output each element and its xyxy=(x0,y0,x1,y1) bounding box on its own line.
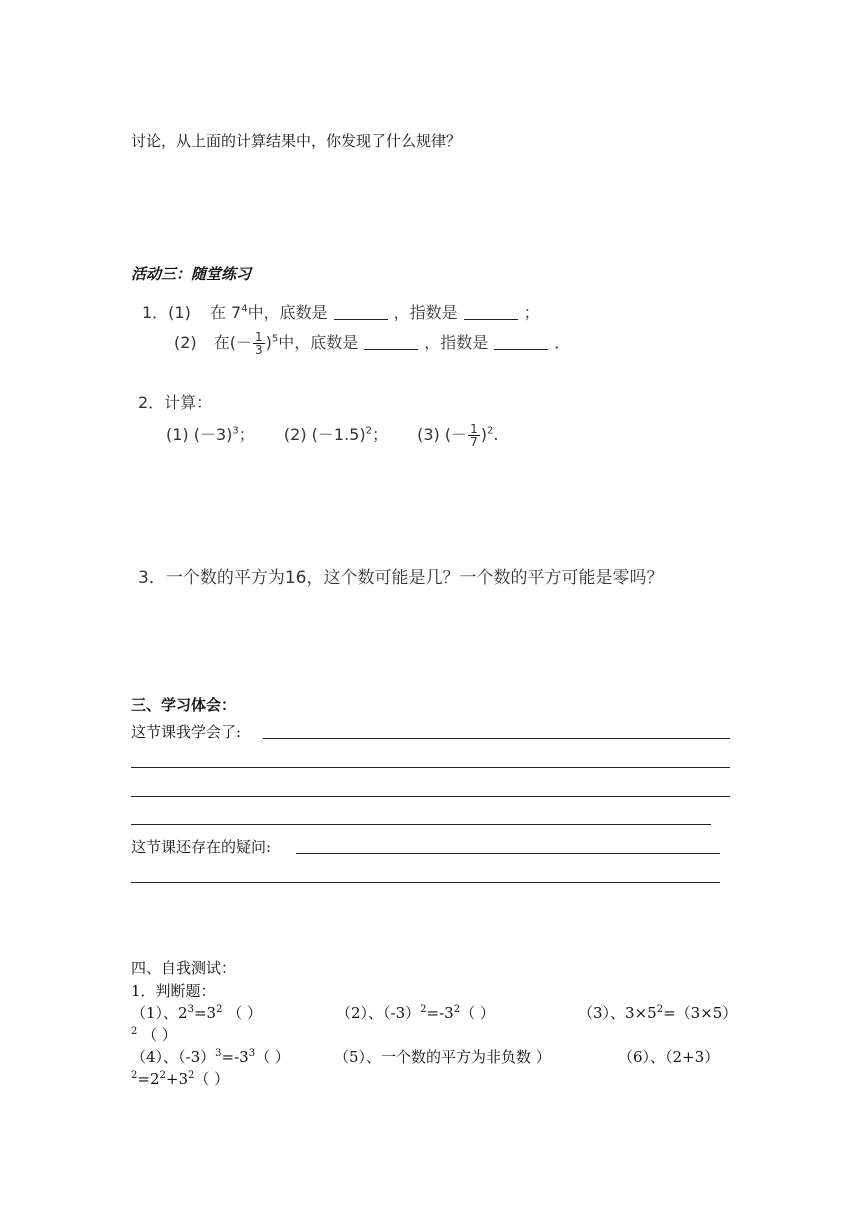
j6-answer[interactable]: （ ） xyxy=(194,1070,230,1088)
q1b-numerator: 1 xyxy=(255,330,263,344)
judgment-item-6: （6）、（2+3） xyxy=(618,1048,720,1066)
activity3-title: 活动三：随堂练习 xyxy=(131,265,252,283)
j1-answer[interactable]: （ ） xyxy=(222,1004,263,1022)
questions-label: 这节课还存在的疑问: xyxy=(131,838,272,856)
j2-text: （2）、（-3） xyxy=(336,1004,421,1022)
j3-end: =（3×5） xyxy=(663,1004,738,1022)
j4-mid: =-3 xyxy=(221,1048,249,1066)
j6-sup2: 2 xyxy=(188,1070,195,1081)
j3-answer[interactable]: （ ） xyxy=(137,1026,177,1044)
questions-line-1[interactable] xyxy=(296,853,720,854)
j6-mid2: +3 xyxy=(165,1070,188,1088)
judgment-subtitle: 1．判断题： xyxy=(131,982,216,1000)
judgment-item-3-cont xyxy=(131,1024,177,1045)
q2-p2-exp: 2 xyxy=(365,425,372,437)
judgment-item-4 xyxy=(131,1046,290,1067)
judgment-item-2 xyxy=(336,1002,495,1023)
discussion-prompt: 讨论，从上面的计算结果中，你发现了什么规律？ xyxy=(131,132,462,150)
j1-sup1: 3 xyxy=(187,1004,194,1015)
q3-text: 3．一个数的平方为16，这个数可能是几？一个数的平方可能是零吗？ xyxy=(138,568,664,588)
j6-sup0: 2 xyxy=(131,1070,138,1081)
q1b-base-blank[interactable] xyxy=(364,335,418,350)
q1b-base-label: 中，底数是 xyxy=(278,333,359,352)
j4-sup1: 3 xyxy=(215,1048,222,1059)
judgment-item-3 xyxy=(578,1002,737,1023)
q2-problems xyxy=(166,422,498,448)
judgment-item-6-cont xyxy=(131,1068,229,1089)
j4-answer[interactable]: （ ） xyxy=(255,1048,290,1066)
j1-mid: =3 xyxy=(193,1004,217,1022)
learned-line-3[interactable] xyxy=(131,796,730,797)
section3-title: 三、学习体会： xyxy=(131,696,237,714)
q1-line-a xyxy=(142,300,540,323)
q2-p3-denominator: 7 xyxy=(470,435,478,449)
j2-sup2: 2 xyxy=(453,1004,461,1015)
j4-text: （4）、（-3） xyxy=(131,1048,216,1066)
q1a-prefix: 在 7 xyxy=(209,303,242,322)
learned-line-1[interactable] xyxy=(263,738,730,739)
q1b-prefix: 在(－ xyxy=(213,333,253,352)
q2-p3-end: . xyxy=(493,425,499,444)
q1a-base-blank[interactable] xyxy=(334,305,388,320)
q1b-denominator: 3 xyxy=(255,343,263,357)
q1a-exponent: 4 xyxy=(241,303,248,315)
j2-answer[interactable]: （ ） xyxy=(460,1004,495,1022)
j3-text: （3）、3×5 xyxy=(578,1004,657,1022)
q1b-end: ． xyxy=(554,333,571,352)
j2-sup1: 2 xyxy=(420,1004,427,1015)
section4-title: 四、自我测试： xyxy=(131,959,237,977)
j2-mid: =-3 xyxy=(426,1004,454,1022)
q1b-exp-blank[interactable] xyxy=(494,335,548,350)
q2-p3-fraction xyxy=(468,423,480,448)
q2-p3: (3) (－ xyxy=(417,425,468,444)
learned-line-4[interactable] xyxy=(131,824,711,825)
q1a-base-label: 中，底数是 xyxy=(247,303,328,322)
learned-line-2[interactable] xyxy=(131,767,730,768)
q1b-exp-label: ，指数是 xyxy=(424,333,489,352)
q1b-number: (2) xyxy=(174,333,197,352)
q2-p1-end: ； xyxy=(238,425,255,444)
q1a-end: ； xyxy=(523,303,540,322)
j1-sup2: 2 xyxy=(216,1004,223,1015)
q2-title: 2．计算： xyxy=(138,393,213,412)
q2-p1: (1) (－3) xyxy=(166,425,233,444)
judgment-item-5: （5）、一个数的平方为非负数 ） xyxy=(334,1048,551,1066)
j3-sup1: 2 xyxy=(656,1004,664,1015)
q2-p1-exp: 3 xyxy=(232,425,239,437)
q2-p3-numerator: 1 xyxy=(470,422,478,436)
q1b-fraction xyxy=(253,331,265,356)
q2-p2: (2) (－1.5) xyxy=(283,425,366,444)
q1a-exp-label: ，指数是 xyxy=(393,303,458,322)
judgment-item-1 xyxy=(131,1002,262,1023)
questions-line-2[interactable] xyxy=(131,882,720,883)
j6-mid: =2 xyxy=(137,1070,160,1088)
j1-text: （1）、2 xyxy=(131,1004,188,1022)
q2-p3-exp: 2 xyxy=(486,425,494,437)
q2-p2-end: ； xyxy=(371,425,388,444)
j6-sup1: 2 xyxy=(159,1070,166,1081)
learned-label: 这节课我学会了: xyxy=(131,723,242,741)
j3-sup-cont: 2 xyxy=(131,1026,138,1037)
q2-p3-close: ) xyxy=(480,425,487,444)
q1-number: 1．(1) xyxy=(142,303,191,322)
q1a-exp-blank[interactable] xyxy=(464,305,518,320)
q1b-close: ) xyxy=(265,333,272,352)
q1-line-b xyxy=(174,330,570,356)
j4-sup2: 3 xyxy=(248,1048,256,1059)
q1b-exponent: 5 xyxy=(271,333,279,345)
